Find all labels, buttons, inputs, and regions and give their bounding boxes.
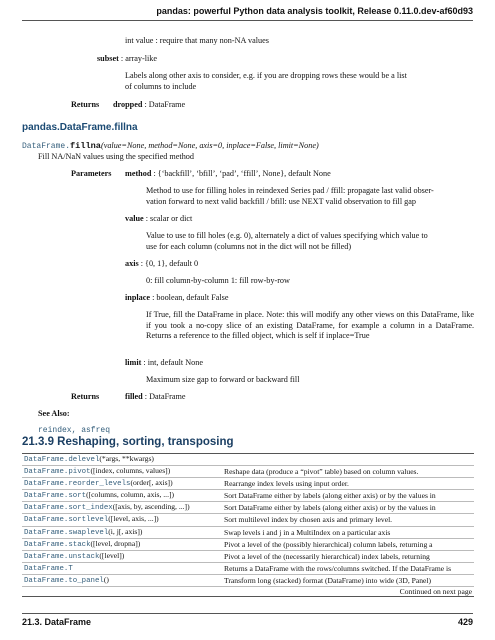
method-cell (22, 574, 222, 586)
sig-class: DataFrame. (22, 142, 71, 151)
method-link[interactable]: DataFrame.sortlevel (24, 516, 109, 525)
axis-param (125, 259, 198, 270)
footer-rule (22, 613, 473, 614)
method-args: ([index, columns, values]) (90, 466, 171, 476)
table-row (22, 538, 474, 550)
table-row (22, 514, 474, 526)
fillna-signature (22, 141, 319, 153)
method-description: Rearrange index levels using input order. (222, 478, 474, 490)
method-link[interactable]: DataFrame.T (24, 564, 73, 573)
method-link[interactable]: DataFrame.stack (24, 540, 91, 549)
table-row (22, 562, 474, 574)
method-cell (22, 526, 222, 538)
method-args: (i, j[, axis]) (108, 526, 143, 536)
method-link[interactable]: DataFrame.unstack (24, 552, 100, 561)
method-link[interactable]: DataFrame.delevel (24, 456, 100, 464)
prev-returns-value (113, 100, 185, 111)
method-cell (22, 466, 222, 478)
page-number: 429 (457, 617, 473, 627)
table-row (22, 478, 474, 490)
subset-desc-2: of columns to include (125, 82, 197, 91)
limit-param (125, 358, 203, 369)
method-description (222, 454, 474, 466)
header-rule (22, 20, 473, 21)
table-row (22, 454, 474, 466)
method-cell (22, 550, 222, 562)
method-term: method (125, 169, 152, 178)
subset-param (97, 54, 157, 65)
limit-type: : int, default None (141, 358, 203, 367)
table-row (22, 550, 474, 562)
prev-returns-term: dropped (113, 100, 143, 109)
method-description: Sort DataFrame either by labels (along either axis) or by the values in (222, 490, 474, 502)
inplace-param (125, 293, 228, 304)
method-description: Swap levels i and j in a MultiIndex on a particular axis (222, 526, 474, 538)
limit-desc: Maximum size gap to forward or backward fill (146, 375, 300, 384)
sig-name: fillna (70, 141, 101, 151)
int-value-line: int value : require that many non-NA values (125, 36, 269, 45)
subset-term: subset (97, 54, 119, 63)
method-args: ([level]) (99, 550, 125, 560)
running-header: pandas: powerful Python data analysis toolkit, Release 0.11.0.dev-af60d93 (156, 6, 473, 16)
method-description: Returns a DataFrame with the rows/columns switched. If the DataFrame is (222, 562, 474, 574)
method-args: ([level, dropna]) (90, 538, 141, 548)
method-description: Transform long (stacked) format (DataFrame) into wide (3D, Panel) (222, 574, 474, 586)
prev-returns-label: Returns (71, 100, 100, 109)
method-desc-2: vation forward to next valid backfill / bfill: use NEXT valid observation to fill gap (146, 197, 416, 206)
limit-term: limit (125, 358, 142, 367)
inplace-desc: If True, fill the DataFrame in place. Note: this will modify any other views on this DataFrame, like if you took a no-copy slice of an existing DataFrame, for example a column in a DataFrame. Returns a reference to the filled object, which is self if inplace=True (146, 310, 474, 340)
continued-row (22, 587, 474, 597)
method-cell (22, 490, 222, 502)
returns-type: : DataFrame (142, 392, 186, 401)
method-type: : {‘backfill’, ‘bfill’, ‘pad’, ‘ffill’, None}, default None (151, 169, 331, 178)
table-row (22, 490, 474, 502)
axis-type: : {0, 1}, default 0 (138, 259, 199, 268)
method-cell (22, 562, 222, 574)
method-link[interactable]: DataFrame.pivot (24, 468, 91, 477)
method-param (125, 169, 331, 180)
method-description: Reshape data (produce a “pivot” table) based on column values. (222, 466, 474, 478)
table-row (22, 466, 474, 478)
table-row (22, 574, 474, 586)
method-args: ([level, axis, ...]) (108, 514, 159, 524)
value-type: : scalar or dict (143, 214, 193, 223)
footer-section: 21.3. DataFrame (22, 617, 92, 627)
method-args: ([axis, by, ascending, ...]) (112, 502, 190, 512)
method-args: ([columns, column, axis, ...]) (86, 490, 175, 500)
method-link[interactable]: DataFrame.swaplevel (24, 528, 109, 537)
method-cell (22, 454, 222, 466)
method-description: Pivot a level of the (possibly hierarchical) column labels, returning a (222, 538, 474, 550)
method-cell (22, 514, 222, 526)
table-row (22, 502, 474, 514)
see-also-label: See Also: (38, 409, 70, 418)
value-param (125, 214, 192, 225)
method-desc-1: Method to use for filling holes in reindexed Series pad / ffill: propagate last valid obser- (146, 186, 434, 195)
method-link[interactable]: DataFrame.reorder_levels (24, 480, 131, 489)
see-also-links[interactable]: reindex, asfreq (38, 426, 111, 435)
value-desc-2: use for each column (columns not in the dict will not be filled) (146, 242, 352, 251)
method-link[interactable]: DataFrame.sort_index (24, 504, 113, 513)
method-description: Sort multilevel index by chosen axis and primary level. (222, 514, 474, 526)
method-link[interactable]: DataFrame.to_panel (24, 576, 104, 585)
method-link[interactable]: DataFrame.sort (24, 492, 87, 501)
fillna-heading: pandas.DataFrame.fillna (22, 122, 138, 133)
params-label: Parameters (71, 169, 112, 178)
method-args: (*args, **kwargs) (99, 454, 154, 463)
method-args: (order[, axis]) (130, 478, 173, 488)
inplace-term: inplace (125, 293, 151, 302)
axis-term: axis (125, 259, 139, 268)
fillna-summary: Fill NA/NaN values using the specified method (38, 152, 194, 161)
sig-params: (value=None, method=None, axis=0, inplace=False, limit=None) (100, 141, 319, 150)
method-cell (22, 538, 222, 550)
inplace-type: : boolean, default False (150, 293, 229, 302)
method-cell (22, 478, 222, 490)
method-description: Sort DataFrame either by labels (along either axis) or by the values in (222, 502, 474, 514)
reshaping-table (22, 453, 474, 597)
continued-note: Continued on next page (22, 587, 474, 597)
returns-value (125, 392, 186, 403)
returns-term: filled (125, 392, 143, 401)
value-term: value (125, 214, 144, 223)
section-title: 21.3.9 Reshaping, sorting, transposing (22, 436, 234, 448)
subset-desc-1: Labels along other axis to consider, e.g. if you are dropping rows these would be a list (125, 71, 407, 80)
method-args: () (103, 574, 109, 584)
method-description: Pivot a level of the (necessarily hierarchical) index labels, returning (222, 550, 474, 562)
table-row (22, 526, 474, 538)
returns-label: Returns (71, 392, 100, 401)
axis-desc: 0: fill column-by-column 1: fill row-by-row (146, 276, 290, 285)
prev-returns-type: : DataFrame (142, 100, 186, 109)
subset-type: : array-like (118, 54, 158, 63)
method-cell (22, 502, 222, 514)
value-desc-1: Value to use to fill holes (e.g. 0), alternately a dict of values specifying which value to (146, 231, 428, 240)
